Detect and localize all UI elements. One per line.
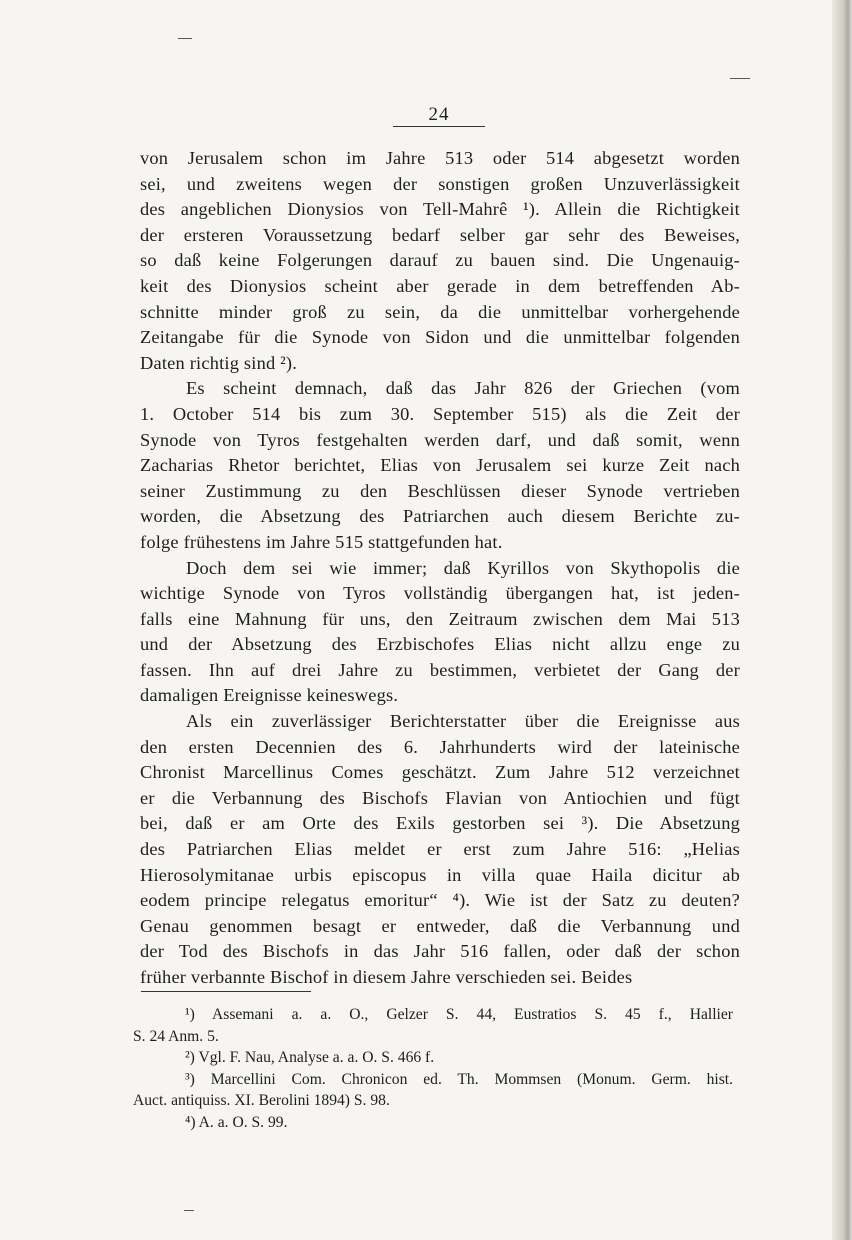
scan-speck-mark <box>730 78 750 79</box>
text-line: Als ein zuverlässiger Berichterstatter über die Ereignisse aus <box>186 711 740 732</box>
text-line: Zacharias Rhetor berichtet, Elias von Jerusalem sei kurze Zeit nach <box>140 455 740 476</box>
text-line: Synode von Tyros festgehalten werden darf, und daß somit, wenn <box>140 429 740 450</box>
text-line: wichtige Synode von Tyros vollständig übergangen hat, ist jeden- <box>140 583 740 604</box>
footnote-line: ⁴) A. a. O. S. 99. <box>185 1113 288 1131</box>
page-edge-shadow <box>832 0 852 1240</box>
text-line: Zeitangabe für die Synode von Sidon und die unmittelbar folgenden <box>140 327 740 348</box>
text-line: worden, die Absetzung des Patriarchen auch diesem Berichte zu- <box>140 506 740 527</box>
text-line: so daß keine Folgerungen darauf zu bauen sind. Die Ungenauig- <box>140 250 740 271</box>
footnote-line: Auct. antiquiss. XI. Berolini 1894) S. 98. <box>133 1092 390 1109</box>
footnote-line: ²) Vgl. F. Nau, Analyse a. a. O. S. 466 f. <box>185 1049 435 1066</box>
footnote <box>133 1047 733 1069</box>
text-line: und der Absetzung des Erzbischofes Elias nicht allzu enge zu <box>140 634 740 655</box>
text-line: seiner Zustimmung zu den Beschlüssen dieser Synode vertrieben <box>140 480 740 501</box>
footnote <box>133 1004 733 1047</box>
page-number: 24 <box>428 104 450 125</box>
paragraph <box>140 709 740 991</box>
scan-speck-mark <box>184 1210 194 1211</box>
footnotes <box>133 1004 733 1133</box>
footnote <box>133 1112 733 1134</box>
text-line: der Tod des Bischofs in das Jahr 516 fallen, oder daß der schon <box>140 941 740 962</box>
text-line: des angeblichen Dionysios von Tell-Mahrê ¹). Allein die Richtigkeit <box>140 199 740 220</box>
text-line: Genau genommen besagt er entweder, daß die Verbannung und <box>140 915 740 936</box>
text-line: Doch dem sei wie immer; daß Kyrillos von Skythopolis die <box>186 557 740 578</box>
text-line: Chronist Marcellinus Comes geschätzt. Zum Jahre 512 verzeichnet <box>140 762 740 783</box>
text-line: fassen. Ihn auf drei Jahre zu bestimmen, verbietet der Gang der <box>140 659 740 680</box>
text-line: von Jerusalem schon im Jahre 513 oder 514 abgesetzt worden <box>140 148 740 168</box>
footnote-line: ³) Marcellini Com. Chronicon ed. Th. Mommsen (Monum. Germ. hist. <box>185 1070 733 1088</box>
paragraph <box>140 556 740 710</box>
footnote <box>133 1069 733 1112</box>
text-line: bei, daß er am Orte des Exils gestorben sei ³). Die Absetzung <box>140 813 740 834</box>
body-text <box>140 146 740 991</box>
text-line: er die Verbannung des Bischofs Flavian von Antiochien und fügt <box>140 787 740 808</box>
text-line: keit des Dionysios scheint aber gerade in dem betreffenden Ab- <box>140 275 740 296</box>
paragraph <box>140 376 740 555</box>
text-line: den ersten Decennien des 6. Jahrhunderts wird der lateinische <box>140 736 740 757</box>
text-line: damaligen Ereignisse keineswegs. <box>140 685 399 706</box>
text-line: des Patriarchen Elias meldet er erst zum Jahre 516: „Helias <box>140 839 740 860</box>
text-line: schnitte minder groß zu sein, da die unmittelbar vorhergehende <box>140 301 740 322</box>
text-line: 1. October 514 bis zum 30. September 515) als die Zeit der <box>140 403 740 424</box>
text-line: sei, und zweitens wegen der sonstigen großen Unzuverlässigkeit <box>140 173 740 194</box>
page-number-rule <box>393 126 485 127</box>
text-line: eodem principe relegatus emoritur“ ⁴). Wie ist der Satz zu deuten? <box>140 890 740 911</box>
footnote-line: S. 24 Anm. 5. <box>133 1027 219 1045</box>
footnote-line: ¹) Assemani a. a. O., Gelzer S. 44, Eustratios S. 45 f., Hallier <box>185 1006 733 1023</box>
text-line: Es scheint demnach, daß das Jahr 826 der Griechen (vom <box>186 378 740 399</box>
text-line: früher verbannte Bischof in diesem Jahre verschieden sei. Beides <box>140 967 633 987</box>
paragraph <box>140 146 740 376</box>
text-line: folge frühestens im Jahre 515 stattgefunden hat. <box>140 531 503 552</box>
text-line: Hierosolymitanae urbis episcopus in villa quae Haila dicitur ab <box>140 864 740 885</box>
text-line: der ersteren Voraussetzung bedarf selber gar sehr des Beweises, <box>140 224 740 245</box>
text-line: falls eine Mahnung für uns, den Zeitraum zwischen dem Mai 513 <box>140 608 740 629</box>
text-line: Daten richtig sind ²). <box>140 352 298 373</box>
scan-speck-mark <box>178 38 192 39</box>
footnote-separator <box>141 991 311 992</box>
